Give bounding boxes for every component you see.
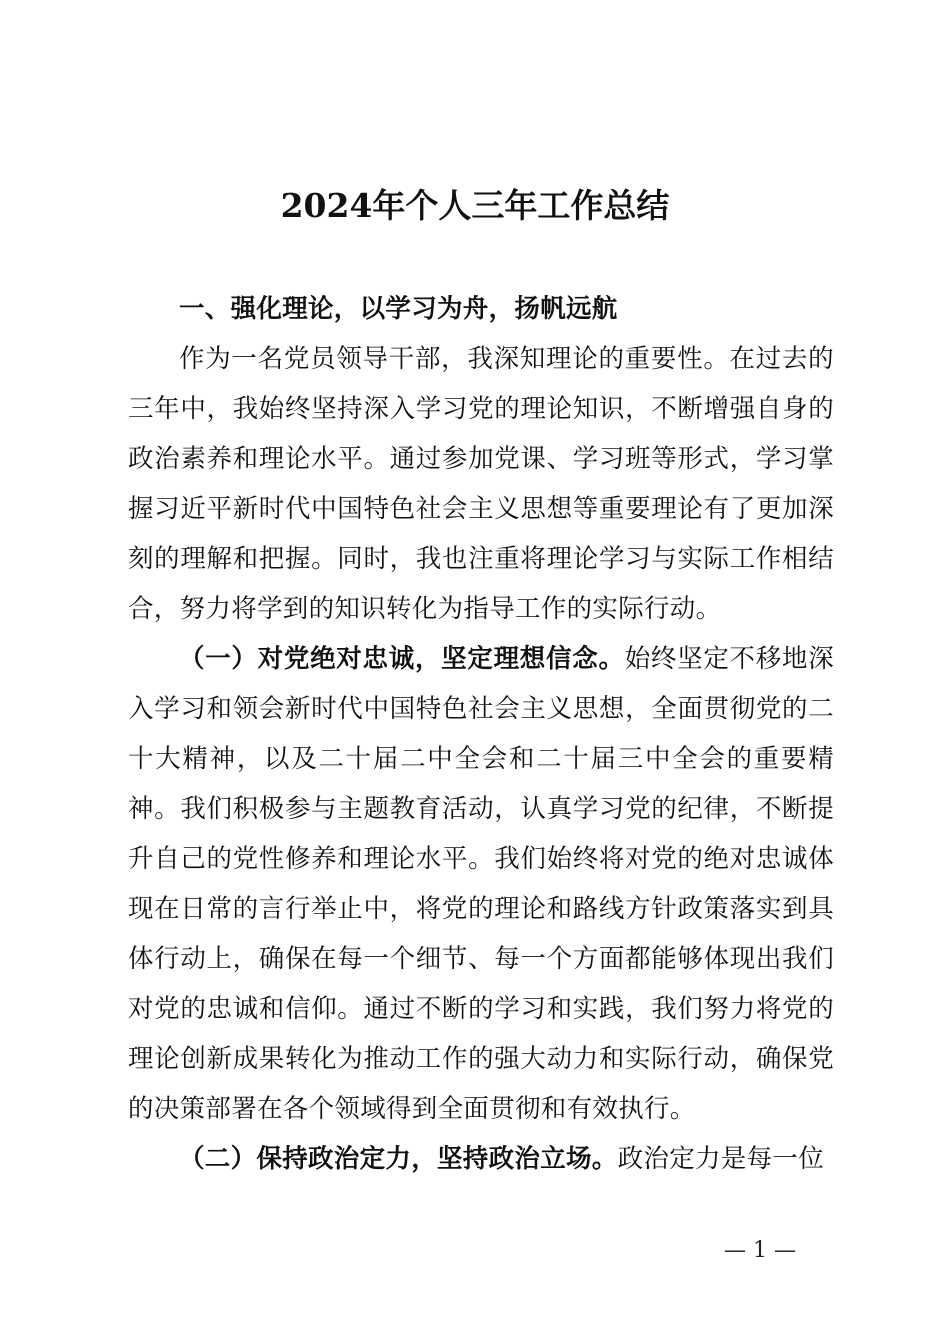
section-heading: 一、强化理论，以学习为舟，扬帆远航 [179,294,618,324]
subsection-text: 政治定力是每一位 [617,1144,825,1174]
subsection-paragraph [128,634,834,1134]
document-title: 2024年个人三年工作总结 [280,186,670,225]
body-paragraph: 作为一名党员领导干部，我深知理论的重要性。在过去的三年中，我始终坚持深入学习党的理论知识，不断增强自身的政治素养和理论水平。通过参加党课、学习班等形式，学习掌握习近平新时代中国特色社会主义思想等重要理论有了更加深刻的理解和把握。同时，我也注重将理论学习与实际工作相结合，努力将学到的知识转化为指导工作的实际行动。 [128,344,834,624]
document-body [128,284,834,1184]
subsection-heading: （一）对党绝对忠诚，坚定理想信念。 [179,644,625,674]
subsection-text: 始终坚定不移地深入学习和领会新时代中国特色社会主义思想，全面贯彻党的二十大精神，以及二十届二中全会和二十届三中全会的重要精神。我们积极参与主题教育活动，认真学习党的纪律，不断提升自己的党性修养和理论水平。我们始终将对党的绝对忠诚体现在日常的言行举止中，将党的理论和路线方针政策落实到具体行动上，确保在每一个细节、每一个方面都能够体现出我们对党的忠诚和信仰。通过不断的学习和实践，我们努力将党的理论创新成果转化为推动工作的强大动力和实际行动，确保党的决策部署在各个领域得到全面贯彻和有效执行。 [128,644,834,1124]
page-number: — 1 — [724,1238,796,1263]
subsection-paragraph [128,1134,834,1184]
subsection-heading: （二）保持政治定力，坚持政治立场。 [179,1144,618,1174]
